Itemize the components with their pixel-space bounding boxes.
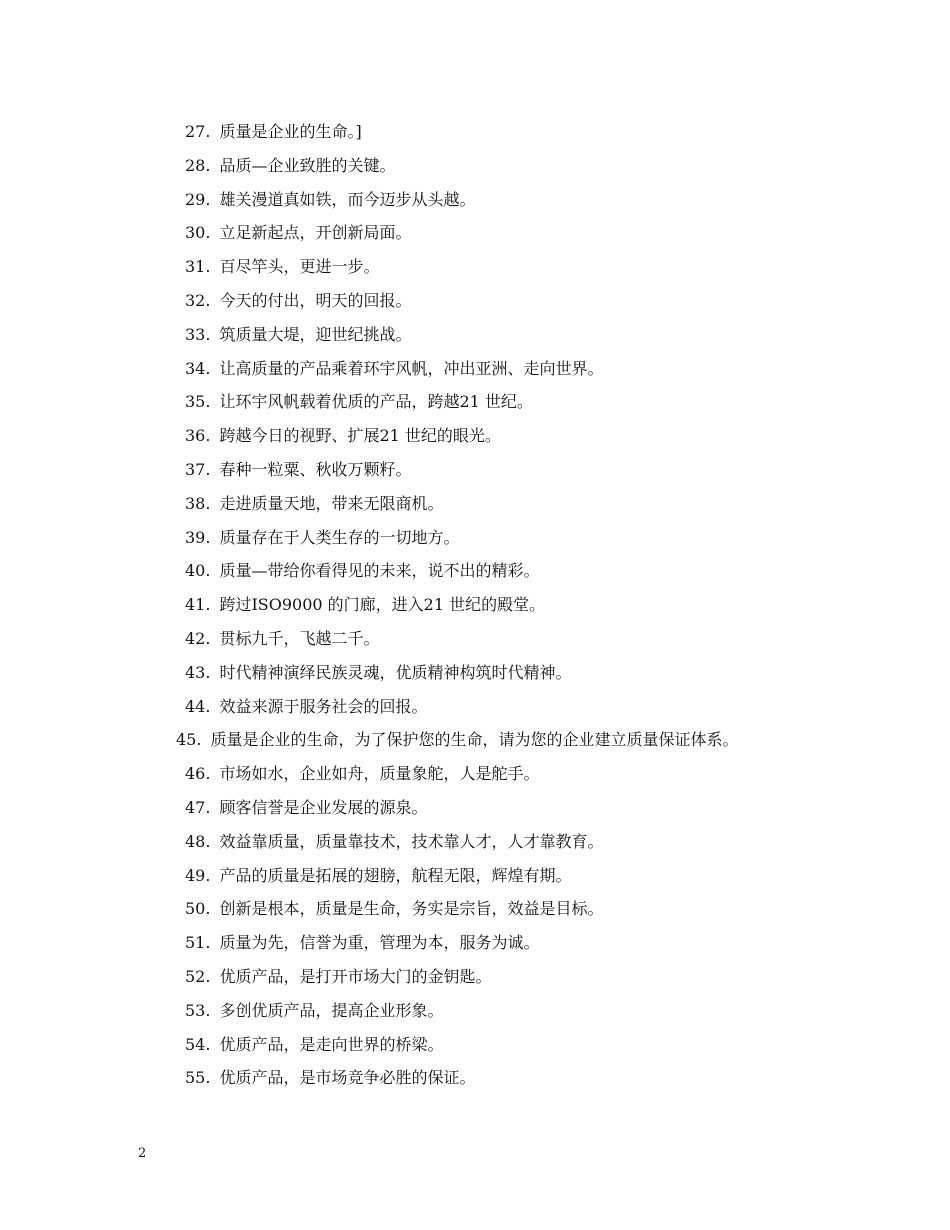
item-number: 54.	[185, 1034, 211, 1054]
item-number: 38.	[185, 493, 211, 513]
list-item	[0, 521, 950, 555]
list-item	[0, 1028, 950, 1062]
list-item	[0, 622, 950, 656]
list-item	[0, 859, 950, 893]
item-number: 35.	[185, 392, 211, 412]
item-text: 优质产品，是打开市场大门的金钥匙。	[219, 966, 492, 986]
list-item	[0, 892, 950, 926]
item-number: 28.	[185, 155, 211, 175]
item-text: 立足新起点，开创新局面。	[219, 223, 412, 243]
item-number: 30.	[185, 223, 211, 243]
item-number: 52.	[185, 966, 211, 986]
item-number: 33.	[185, 324, 211, 344]
item-text: 走进质量天地，带来无限商机。	[219, 493, 444, 513]
item-text: 筑质量大堤，迎世纪挑战。	[219, 324, 412, 344]
list-item	[0, 250, 950, 284]
list-item	[0, 723, 950, 757]
item-text: 今天的付出，明天的回报。	[219, 290, 412, 310]
item-text: 让环宇风帆载着优质的产品，跨越21 世纪。	[219, 392, 533, 412]
list-item	[0, 1061, 950, 1095]
list-item	[0, 453, 950, 487]
item-number: 31.	[185, 257, 211, 277]
item-text: 时代精神演绎民族灵魂，优质精神构筑时代精神。	[219, 662, 572, 682]
item-text: 百尽竿头，更进一步。	[219, 257, 380, 277]
item-text: 贯标九千，飞越二千。	[219, 628, 380, 648]
item-number: 47.	[185, 797, 211, 817]
item-number: 48.	[185, 831, 211, 851]
item-text: 顾客信誉是企业发展的源泉。	[219, 797, 428, 817]
slogan-list	[0, 115, 950, 1095]
list-item	[0, 284, 950, 318]
item-number: 27.	[185, 122, 211, 141]
item-text: 质量是企业的生命，为了保护您的生命，请为您的企业建立质量保证体系。	[210, 730, 739, 750]
item-text: 春种一粒粟、秋收万颗籽。	[219, 459, 412, 479]
list-item	[0, 352, 950, 386]
item-text: 效益来源于服务社会的回报。	[219, 696, 428, 716]
item-text: 品质—企业致胜的关键。	[219, 155, 396, 175]
item-text: 创新是根本，质量是生命，务实是宗旨，效益是目标。	[219, 899, 604, 919]
item-number: 42.	[185, 628, 211, 648]
item-number: 34.	[185, 358, 211, 378]
item-text: 效益靠质量，质量靠技术，技术靠人才，人才靠教育。	[219, 831, 604, 851]
list-item	[0, 385, 950, 419]
list-item	[0, 960, 950, 994]
item-text: 产品的质量是拓展的翅膀，航程无限，辉煌有期。	[219, 865, 572, 885]
list-item	[0, 115, 950, 149]
item-number: 49.	[185, 865, 211, 885]
item-text: 质量是企业的生命。]	[219, 122, 362, 141]
list-item	[0, 216, 950, 250]
list-item	[0, 419, 950, 453]
item-text: 多创优质产品，提高企业形象。	[219, 1000, 444, 1020]
list-item	[0, 656, 950, 690]
item-number: 36.	[185, 426, 211, 446]
item-text: 质量存在于人类生存的一切地方。	[219, 527, 460, 547]
item-number: 44.	[185, 696, 211, 716]
item-number: 40.	[185, 561, 211, 581]
page-number: 2	[138, 1146, 147, 1161]
item-number: 51.	[185, 933, 211, 953]
item-number: 32.	[185, 290, 211, 310]
item-text: 优质产品，是市场竞争必胜的保证。	[219, 1068, 476, 1088]
list-item	[0, 926, 950, 960]
item-number: 41.	[185, 595, 211, 615]
item-text: 市场如水，企业如舟，质量象舵，人是舵手。	[219, 764, 540, 784]
item-number: 29.	[185, 189, 211, 209]
item-number: 55.	[185, 1068, 211, 1088]
item-text: 跨越今日的视野、扩展21 世纪的眼光。	[219, 426, 501, 446]
list-item	[0, 690, 950, 724]
item-number: 45.	[176, 730, 202, 750]
list-item	[0, 318, 950, 352]
list-item	[0, 149, 950, 183]
item-text: 跨过ISO9000 的门廊，进入21 世纪的殿堂。	[219, 595, 546, 615]
list-item	[0, 183, 950, 217]
item-text: 让高质量的产品乘着环宇风帆，冲出亚洲、走向世界。	[219, 358, 604, 378]
list-item	[0, 487, 950, 521]
item-text: 质量为先，信誉为重，管理为本，服务为诚。	[219, 933, 540, 953]
item-number: 43.	[185, 662, 211, 682]
list-item	[0, 554, 950, 588]
item-number: 53.	[185, 1000, 211, 1020]
item-text: 雄关漫道真如铁，而今迈步从头越。	[219, 189, 476, 209]
list-item	[0, 791, 950, 825]
item-text: 质量—带给你看得见的未来，说不出的精彩。	[219, 561, 540, 581]
list-item	[0, 757, 950, 791]
item-number: 50.	[185, 899, 211, 919]
list-item	[0, 994, 950, 1028]
item-number: 37.	[185, 459, 211, 479]
item-number: 46.	[185, 764, 211, 784]
list-item	[0, 588, 950, 622]
item-number: 39.	[185, 527, 211, 547]
item-text: 优质产品，是走向世界的桥梁。	[219, 1034, 444, 1054]
list-item	[0, 825, 950, 859]
